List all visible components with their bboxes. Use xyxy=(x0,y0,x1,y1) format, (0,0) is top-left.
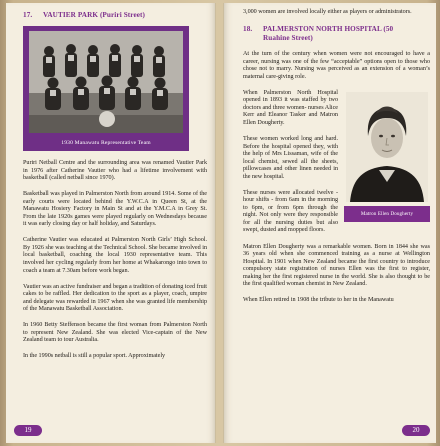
team-photo xyxy=(29,31,183,133)
paragraph: In the 1990s netball is still a popular sport. Approximately xyxy=(23,353,166,360)
paragraph: These nurses were allocated twelve - hour shifts - from 6am in the morning to 6pm, or from 6pm through the night. Not only were they responsible for all the nursing duties but also swept, dusted and mopped floors. xyxy=(243,189,338,234)
right-page xyxy=(223,3,436,443)
section-heading-17 xyxy=(23,11,207,20)
paragraph: At the turn of the century when women were not encouraged to have a career, nursing was one of the few “acceptable” options open to those who chose not to marry. Nursing was perceived as an extension of a woman’s maternal care-giving role. xyxy=(243,51,430,80)
portrait-photo xyxy=(346,92,428,202)
paragraph: Puriri Netball Centre and the surrounding area was renamed Vautier Park in 1976 after Catherine Vautier who had a lifetime involvement with basketball (called netball since 1970). xyxy=(23,160,207,182)
heading-title: VAUTIER PARK (Puriri Street) xyxy=(43,11,146,19)
paragraph: Vautier was an active fundraiser and began a tradition of donating iced fruit cakes to be raffled. Her dedication to the sport as a player, coach, umpire and delegate was rewarded in 1967 when she was granted life membership of the Manawatu Basketball Association. xyxy=(23,283,207,313)
paragraph: 3,000 women are involved locally either as players or administrators. xyxy=(243,9,412,15)
paragraph: These women worked long and hard. Before the hospital opened they, with the help of Mrs Lissaman, wife of the local chemist, sewed all the sheets, pillowcases and other linen needed in the new hospital. xyxy=(243,135,338,180)
portrait-caption: Matron Ellen Dougherty xyxy=(344,206,430,222)
heading-title-line2: Ruahine Street) xyxy=(263,34,313,43)
paragraph: When Palmerston North Hospital opened in 1893 it was staffed by two doctors and three women- nurses Alice Kerr and Eleanor Tasker and Matron Ellen Dougherty. xyxy=(243,89,338,126)
paragraph: In 1960 Betty Steffenson became the first woman from Palmerston North to represent New Zealand. She was elected Vice-captain of the New Zealand team to tour Australia. xyxy=(23,322,207,344)
heading-number: 17. xyxy=(23,11,33,19)
heading-number: 18. xyxy=(243,25,253,34)
paragraph: Matron Ellen Dougherty was a remarkable women. Born in 1844 she was 36 years old when she commenced training as a nurse at Wellington Hospital. In 1901 when New Zealand became the first country to introduce compulsory state registration of nurses Ellen was the first to register, making her the first registered nurse in the world. She is also thought to be the first qualified woman chemist in New Zealand. xyxy=(243,243,430,288)
left-page xyxy=(6,3,216,443)
portrait-figure xyxy=(344,92,430,222)
team-photo-figure xyxy=(23,26,189,151)
page-number: 20 xyxy=(402,425,430,436)
paragraph: Basketball was played in Palmerston North from around 1914. Some of the early courts were located behind the Y.W.C.A in Queen St, at the Manawatu Hosiery Factory in Main St and at the Y.M.C.A in Grey St. From the late 1920s games were played regularly on Wednesdays because it was early closing day or half holiday, and Saturdays. xyxy=(23,191,207,228)
section-heading-18 xyxy=(243,25,430,34)
heading-title: PALMERSTON NORTH HOSPITAL (50 xyxy=(263,25,394,34)
paragraph: When Ellen retired in 1908 the tribute to her in the Manawatu xyxy=(243,297,394,304)
photo-caption: 1930 Manawatu Representative Team xyxy=(61,140,151,146)
page-number: 19 xyxy=(14,425,42,436)
paragraph: Catherine Vautier was educated at Palmerston North Girls’ High School. By 1926 she was teaching at the Technical School. She became involved in local basketball, coaching the local 1930 representative team. This involved her cycling regularly from her home at Whakarongo into town to coach a team at 7.30am before work began. xyxy=(23,237,207,274)
